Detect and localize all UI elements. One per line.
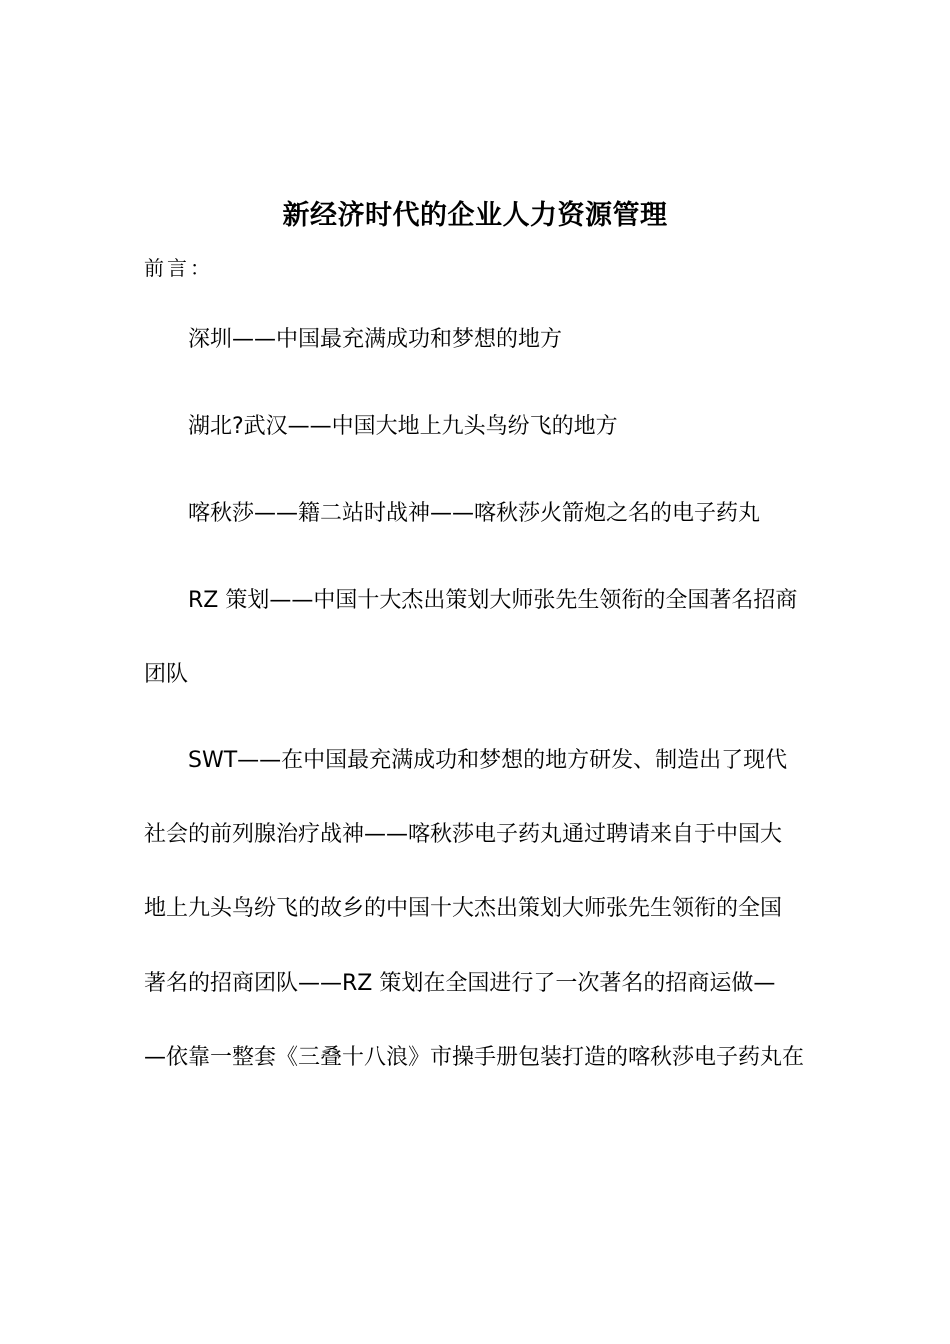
paragraph-line: 著名的招商团队——RZ 策划在全国进行了一次著名的招商运做— bbox=[144, 971, 776, 996]
foreword-label: 前言： bbox=[144, 256, 213, 280]
paragraph-line: 喀秋莎——籍二站时战神——喀秋莎火箭炮之名的电子药丸 bbox=[188, 501, 761, 526]
paragraph-line: 团队 bbox=[144, 662, 189, 687]
paragraph-line: 地上九头鸟纷飞的故乡的中国十大杰出策划大师张先生领衔的全国 bbox=[144, 896, 783, 921]
paragraph-line: SWT——在中国最充满成功和梦想的地方研发、制造出了现代 bbox=[188, 748, 788, 773]
paragraph-line: 湖北?武汉——中国大地上九头鸟纷飞的地方 bbox=[188, 414, 618, 439]
paragraph-line: RZ 策划——中国十大杰出策划大师张先生领衔的全国著名招商 bbox=[188, 588, 798, 613]
paragraph-line: 深圳——中国最充满成功和梦想的地方 bbox=[188, 327, 563, 352]
paragraph-line: 社会的前列腺治疗战神——喀秋莎电子药丸通过聘请来自于中国大 bbox=[144, 822, 783, 847]
paragraph-line: —依靠一整套《三叠十八浪》市操手册包装打造的喀秋莎电子药丸在 bbox=[144, 1045, 805, 1070]
document-title: 新经济时代的企业人力资源管理 bbox=[282, 200, 668, 231]
